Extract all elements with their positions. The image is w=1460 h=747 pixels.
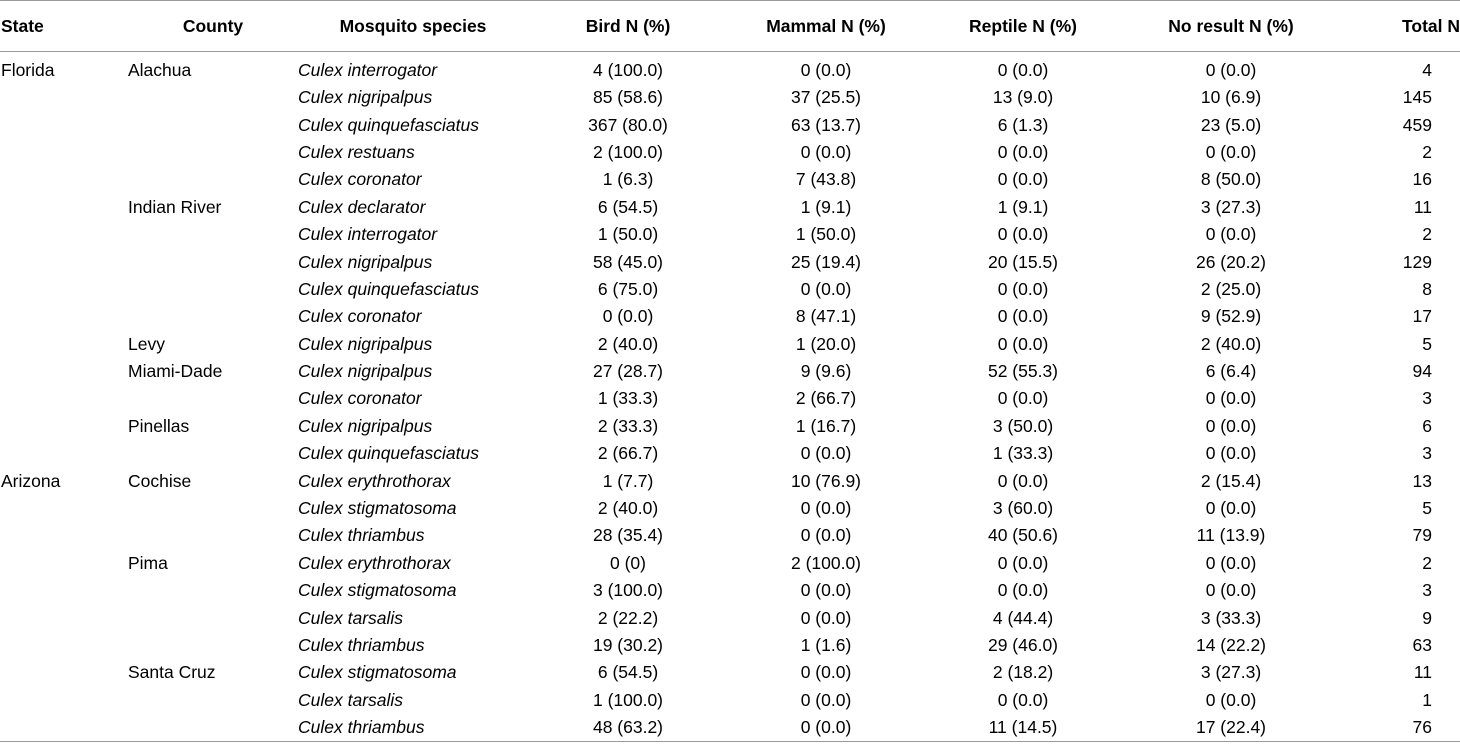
cell-county (128, 303, 298, 330)
table-row (0, 166, 1460, 193)
cell-mosquito-species: Culex coronator (298, 169, 422, 190)
cell-no-result: 2 (25.0) (1200, 278, 1262, 299)
cell-total: 17 (1412, 306, 1432, 327)
cell-bird: 1 (6.3) (602, 169, 654, 190)
cell-no-result: 0 (0.0) (1205, 443, 1257, 464)
cell-no-result: 0 (0.0) (1205, 141, 1257, 162)
table-row (0, 221, 1460, 248)
table-row (0, 467, 1460, 494)
cell-county: Alachua (128, 59, 192, 80)
cell-mosquito-species: Culex coronator (298, 388, 422, 409)
cell-county (128, 166, 298, 193)
cell-reptile: 20 (15.5) (987, 251, 1059, 272)
cell-reptile: 1 (9.1) (997, 196, 1049, 217)
cell-bird: 2 (40.0) (597, 498, 659, 519)
cell-mammal: 0 (0.0) (800, 689, 852, 710)
cell-reptile: 0 (0.0) (997, 552, 1049, 573)
cell-total: 129 (1402, 251, 1432, 272)
cell-mosquito-species: Culex quinquefasciatus (298, 114, 479, 135)
cell-mammal: 9 (9.6) (800, 361, 852, 382)
cell-bird: 6 (75.0) (597, 278, 659, 299)
cell-total: 2 (1422, 141, 1432, 162)
cell-mammal: 0 (0.0) (800, 278, 852, 299)
cell-county (128, 577, 298, 604)
cell-total: 459 (1402, 114, 1432, 135)
cell-bird: 19 (30.2) (592, 635, 664, 655)
cell-mammal: 0 (0.0) (728, 714, 924, 742)
cell-reptile: 52 (55.3) (987, 361, 1059, 382)
cell-bird: 48 (63.2) (528, 714, 728, 742)
cell-reptile: 4 (44.4) (992, 607, 1054, 628)
cell-bird: 367 (80.0) (588, 114, 668, 135)
cell-total: 76 (1340, 714, 1460, 742)
cell-reptile: 0 (0.0) (997, 333, 1049, 354)
cell-total: 2 (1422, 224, 1432, 245)
table-row (0, 84, 1460, 111)
cell-bird: 2 (33.3) (597, 415, 659, 436)
cell-mammal: 0 (0.0) (800, 607, 852, 628)
header-no-result: No result N (%) (1122, 1, 1340, 52)
cell-no-result: 10 (6.9) (1200, 87, 1262, 108)
cell-mammal: 7 (43.8) (795, 169, 857, 190)
cell-total: 5 (1422, 498, 1432, 519)
cell-mosquito-species: Culex stigmatosoma (298, 498, 457, 519)
cell-state: Arizona (1, 470, 61, 491)
cell-mosquito-species: Culex tarsalis (298, 607, 404, 628)
table-row (0, 194, 1460, 221)
cell-state (0, 659, 128, 686)
cell-total: 16 (1412, 169, 1432, 190)
cell-no-result: 11 (13.9) (1196, 525, 1266, 546)
cell-state (0, 166, 128, 193)
cell-mosquito-species: Culex nigripalpus (298, 361, 433, 382)
table-row (0, 687, 1460, 714)
cell-reptile: 0 (0.0) (997, 306, 1049, 327)
cell-mosquito-species: Culex thriambus (298, 635, 425, 655)
cell-reptile: 0 (0.0) (997, 224, 1049, 245)
cell-no-result: 9 (52.9) (1200, 306, 1262, 327)
cell-no-result: 2 (15.4) (1200, 470, 1262, 491)
cell-state (0, 604, 128, 631)
cell-no-result: 0 (0.0) (1205, 689, 1257, 710)
cell-reptile: 3 (50.0) (992, 415, 1054, 436)
cell-mammal: 0 (0.0) (800, 59, 852, 80)
cell-mosquito-species: Culex nigripalpus (298, 251, 433, 272)
cell-mosquito-species: Culex stigmatosoma (298, 662, 457, 683)
cell-no-result: 0 (0.0) (1205, 552, 1257, 573)
table-row (0, 331, 1460, 358)
cell-state (0, 577, 128, 604)
cell-county: Cochise (128, 470, 192, 491)
cell-no-result: 26 (20.2) (1195, 251, 1267, 272)
cell-mammal: 1 (1.6) (800, 635, 852, 655)
cell-no-result: 0 (0.0) (1205, 580, 1257, 601)
cell-mammal: 1 (50.0) (795, 224, 857, 245)
cell-bird: 1 (33.3) (597, 388, 659, 409)
cell-reptile: 0 (0.0) (997, 689, 1049, 710)
cell-county (128, 385, 298, 412)
cell-state (0, 413, 128, 440)
cell-bird: 85 (58.6) (592, 87, 664, 108)
cell-county (128, 84, 298, 111)
cell-no-result: 0 (0.0) (1205, 388, 1257, 409)
table-row (0, 385, 1460, 412)
cell-county (128, 440, 298, 467)
cell-mammal: 0 (0.0) (800, 662, 852, 683)
cell-state: Florida (1, 59, 55, 80)
cell-mosquito-species: Culex nigripalpus (298, 333, 433, 354)
cell-state (0, 111, 128, 138)
cell-mammal: 37 (25.5) (790, 87, 862, 108)
cell-county (128, 632, 298, 659)
cell-bird: 0 (0.0) (602, 306, 654, 327)
cell-bird: 1 (100.0) (592, 689, 664, 710)
cell-bird: 2 (66.7) (597, 443, 659, 464)
cell-state (0, 221, 128, 248)
cell-reptile: 3 (60.0) (992, 498, 1054, 519)
cell-total: 5 (1422, 333, 1432, 354)
cell-mammal: 10 (76.9) (790, 470, 862, 491)
table-row (0, 248, 1460, 275)
cell-total: 3 (1422, 388, 1432, 409)
cell-bird: 2 (22.2) (597, 607, 659, 628)
cell-mammal: 2 (66.7) (795, 388, 857, 409)
cell-county: Pima (128, 552, 168, 573)
cell-reptile: 11 (14.5) (924, 714, 1122, 742)
cell-reptile: 0 (0.0) (997, 59, 1049, 80)
cell-mosquito-species: Culex interrogator (298, 59, 438, 80)
cell-county (128, 221, 298, 248)
cell-state (0, 303, 128, 330)
cell-mosquito-species: Culex stigmatosoma (298, 580, 457, 601)
header-mosquito-species: Mosquito species (298, 1, 528, 52)
cell-county (128, 248, 298, 275)
cell-bird: 6 (54.5) (597, 196, 659, 217)
cell-no-result: 0 (0.0) (1205, 415, 1257, 436)
cell-total: 3 (1422, 580, 1432, 601)
table-header (0, 1, 1460, 52)
cell-state (0, 276, 128, 303)
cell-no-result: 14 (22.2) (1195, 635, 1267, 655)
cell-total: 13 (1412, 470, 1432, 491)
cell-mammal: 1 (16.7) (795, 415, 857, 436)
cell-no-result: 0 (0.0) (1205, 59, 1257, 80)
table-row (0, 440, 1460, 467)
header-row (0, 1, 1460, 52)
cell-county: Pinellas (128, 415, 190, 436)
cell-state (0, 331, 128, 358)
cell-mammal: 0 (0.0) (800, 580, 852, 601)
cell-county: Levy (128, 333, 165, 354)
cell-total: 94 (1412, 361, 1432, 382)
cell-total: 1 (1422, 689, 1432, 710)
cell-reptile: 0 (0.0) (997, 470, 1049, 491)
cell-state (0, 522, 128, 549)
cell-total: 11 (1413, 662, 1432, 683)
cell-reptile: 1 (33.3) (992, 443, 1054, 464)
cell-mosquito-species: Culex quinquefasciatus (298, 443, 479, 464)
table-row (0, 276, 1460, 303)
cell-state (0, 84, 128, 111)
cell-state (0, 194, 128, 221)
cell-total: 6 (1422, 415, 1432, 436)
cell-state (0, 714, 128, 742)
cell-reptile: 40 (50.6) (987, 525, 1059, 546)
table-row (0, 303, 1460, 330)
cell-bird: 1 (7.7) (602, 470, 654, 491)
cell-total: 3 (1422, 443, 1432, 464)
cell-bird: 3 (100.0) (592, 580, 664, 601)
cell-county: Indian River (128, 196, 222, 217)
cell-mammal: 0 (0.0) (800, 498, 852, 519)
cell-mammal: 0 (0.0) (800, 525, 852, 546)
cell-bird: 58 (45.0) (592, 251, 664, 272)
cell-reptile: 29 (46.0) (987, 635, 1059, 655)
cell-mosquito-species: Culex erythrothorax (298, 470, 451, 491)
cell-no-result: 17 (22.4) (1122, 714, 1340, 742)
cell-mosquito-species: Culex quinquefasciatus (298, 278, 479, 299)
cell-no-result: 0 (0.0) (1205, 224, 1257, 245)
cell-reptile: 0 (0.0) (997, 388, 1049, 409)
cell-state (0, 495, 128, 522)
cell-mosquito-species: Culex nigripalpus (298, 415, 433, 436)
cell-state (0, 440, 128, 467)
cell-state (0, 550, 128, 577)
table-row (0, 714, 1460, 742)
cell-reptile: 0 (0.0) (997, 580, 1049, 601)
table-row (0, 550, 1460, 577)
cell-mosquito-species: Culex thriambus (298, 714, 528, 742)
cell-total: 9 (1422, 607, 1432, 628)
cell-mammal: 2 (100.0) (790, 552, 862, 573)
cell-no-result: 3 (33.3) (1200, 607, 1262, 628)
cell-county (128, 687, 298, 714)
cell-bird: 4 (100.0) (592, 59, 664, 80)
cell-mammal: 63 (13.7) (790, 114, 862, 135)
cell-state (0, 248, 128, 275)
cell-county (128, 139, 298, 166)
header-mammal: Mammal N (%) (728, 1, 924, 52)
cell-reptile: 0 (0.0) (997, 169, 1049, 190)
header-bird: Bird N (%) (528, 1, 728, 52)
cell-total: 8 (1422, 278, 1432, 299)
cell-no-result: 8 (50.0) (1200, 169, 1262, 190)
cell-reptile: 6 (1.3) (997, 114, 1049, 135)
cell-county (128, 495, 298, 522)
table-row (0, 659, 1460, 686)
table-row (0, 413, 1460, 440)
header-total: Total N (1340, 1, 1460, 52)
cell-county (128, 714, 298, 742)
cell-mosquito-species: Culex interrogator (298, 224, 438, 245)
cell-state (0, 687, 128, 714)
cell-total: 145 (1402, 87, 1432, 108)
cell-mosquito-species: Culex restuans (298, 141, 415, 162)
cell-no-result: 3 (27.3) (1200, 662, 1262, 683)
table-body (0, 52, 1460, 742)
cell-mosquito-species: Culex thriambus (298, 525, 425, 546)
cell-total: 2 (1422, 552, 1432, 573)
cell-total: 4 (1422, 59, 1432, 80)
cell-mammal: 0 (0.0) (800, 141, 852, 162)
cell-no-result: 3 (27.3) (1200, 196, 1262, 217)
cell-reptile: 0 (0.0) (997, 278, 1049, 299)
table-row (0, 495, 1460, 522)
cell-mosquito-species: Culex nigripalpus (298, 87, 433, 108)
cell-state (0, 632, 128, 659)
cell-bird: 6 (54.5) (597, 662, 659, 683)
table-row (0, 111, 1460, 138)
cell-mosquito-species: Culex tarsalis (298, 689, 404, 710)
cell-mosquito-species: Culex erythrothorax (298, 552, 451, 573)
cell-bird: 28 (35.4) (592, 525, 664, 546)
table-row (0, 604, 1460, 631)
cell-mosquito-species: Culex coronator (298, 306, 422, 327)
cell-no-result: 6 (6.4) (1205, 361, 1257, 382)
cell-total: 11 (1413, 196, 1432, 217)
header-county: County (128, 1, 298, 52)
cell-no-result: 23 (5.0) (1200, 114, 1262, 135)
cell-state (0, 385, 128, 412)
cell-reptile: 0 (0.0) (997, 141, 1049, 162)
cell-mammal: 0 (0.0) (800, 443, 852, 464)
cell-state (0, 139, 128, 166)
cell-reptile: 2 (18.2) (992, 662, 1054, 683)
cell-mammal: 25 (19.4) (790, 251, 862, 272)
table-row (0, 52, 1460, 85)
cell-total: 63 (1412, 635, 1432, 655)
table-row (0, 358, 1460, 385)
header-state: State (0, 1, 128, 52)
cell-reptile: 13 (9.0) (992, 87, 1054, 108)
cell-bird: 27 (28.7) (592, 361, 664, 382)
cell-county (128, 111, 298, 138)
cell-county (128, 276, 298, 303)
cell-mammal: 1 (9.1) (800, 196, 852, 217)
cell-bird: 1 (50.0) (597, 224, 659, 245)
cell-mammal: 1 (20.0) (795, 333, 857, 354)
cell-state (0, 358, 128, 385)
cell-mosquito-species: Culex declarator (298, 196, 426, 217)
cell-bird: 2 (100.0) (592, 141, 664, 162)
cell-county (128, 604, 298, 631)
cell-total: 79 (1412, 525, 1432, 546)
cell-county: Santa Cruz (128, 662, 216, 683)
cell-bird: 0 (0) (610, 552, 646, 573)
cell-mammal: 8 (47.1) (795, 306, 857, 327)
cell-no-result: 2 (40.0) (1200, 333, 1262, 354)
header-reptile: Reptile N (%) (924, 1, 1122, 52)
cell-county: Miami-Dade (128, 361, 223, 382)
table-row (0, 522, 1460, 549)
cell-county (128, 522, 298, 549)
cell-bird: 2 (40.0) (597, 333, 659, 354)
cell-no-result: 0 (0.0) (1205, 498, 1257, 519)
table-row (0, 632, 1460, 659)
table-row (0, 139, 1460, 166)
table-row (0, 577, 1460, 604)
